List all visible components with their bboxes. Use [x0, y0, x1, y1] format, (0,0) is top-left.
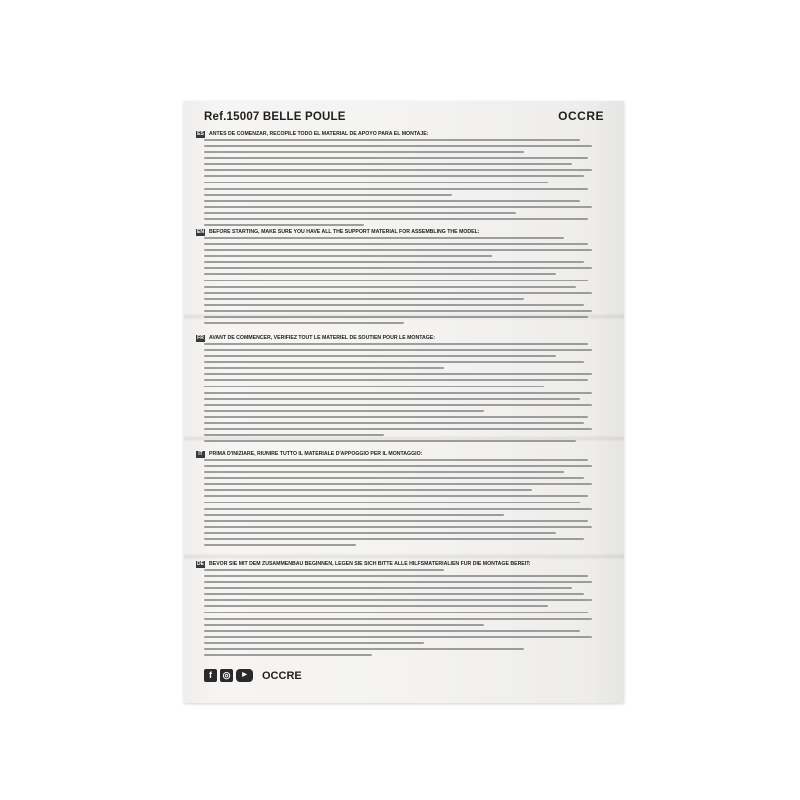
- lang-badge: ES: [197, 131, 204, 137]
- footer-brand-logo: OCCRE: [262, 669, 302, 682]
- sheet-header: [204, 109, 604, 131]
- facebook-icon: f: [204, 669, 217, 682]
- body-text: [204, 237, 604, 328]
- social-footer: [204, 667, 302, 683]
- section-heading: BEFORE STARTING, MAKE SURE YOU HAVE ALL THE SUPPORT MATERIAL FOR ASSEMBLING THE MODEL:: [209, 229, 480, 235]
- brand-logo: OCCRE: [558, 109, 604, 123]
- section-heading: ANTES DE COMENZAR, RECOPILE TODO EL MATERIAL DE APOYO PARA EL MONTAJE:: [209, 131, 429, 137]
- lang-badge: DE: [197, 561, 204, 567]
- section-heading: PRIMA D'INIZIARE, RIUNIRE TUTTO IL MATERIALE D'APPOGGIO PER IL MONTAGGIO:: [209, 451, 423, 457]
- section-fr: [197, 335, 604, 453]
- body-text: [204, 139, 604, 230]
- youtube-icon: ▶: [236, 669, 253, 682]
- document-title: Ref.15007 BELLE POULE: [204, 111, 346, 123]
- instruction-sheet: [184, 101, 624, 703]
- section-heading: BEVOR SIE MIT DEM ZUSAMMENBAU BEGINNEN, LEGEN SIE SICH BITTE ALLE HILFSMATERIALIEN FÜR DIE MONTAGE BEREIT:: [209, 561, 531, 567]
- lang-badge: IT: [196, 451, 205, 458]
- instagram-icon: ◎: [220, 669, 233, 682]
- section-it: [198, 451, 604, 561]
- section-de: [197, 561, 604, 661]
- body-text: [204, 569, 604, 660]
- body-text: [204, 343, 604, 446]
- section-heading: AVANT DE COMMENCER, VÉRIFIEZ TOUT LE MATÉRIEL DE SOUTIEN POUR LE MONTAGE:: [209, 335, 435, 341]
- section-es: [197, 131, 604, 241]
- lang-badge: EN: [197, 229, 204, 235]
- lang-badge: FR: [197, 335, 204, 341]
- body-text: [204, 459, 604, 550]
